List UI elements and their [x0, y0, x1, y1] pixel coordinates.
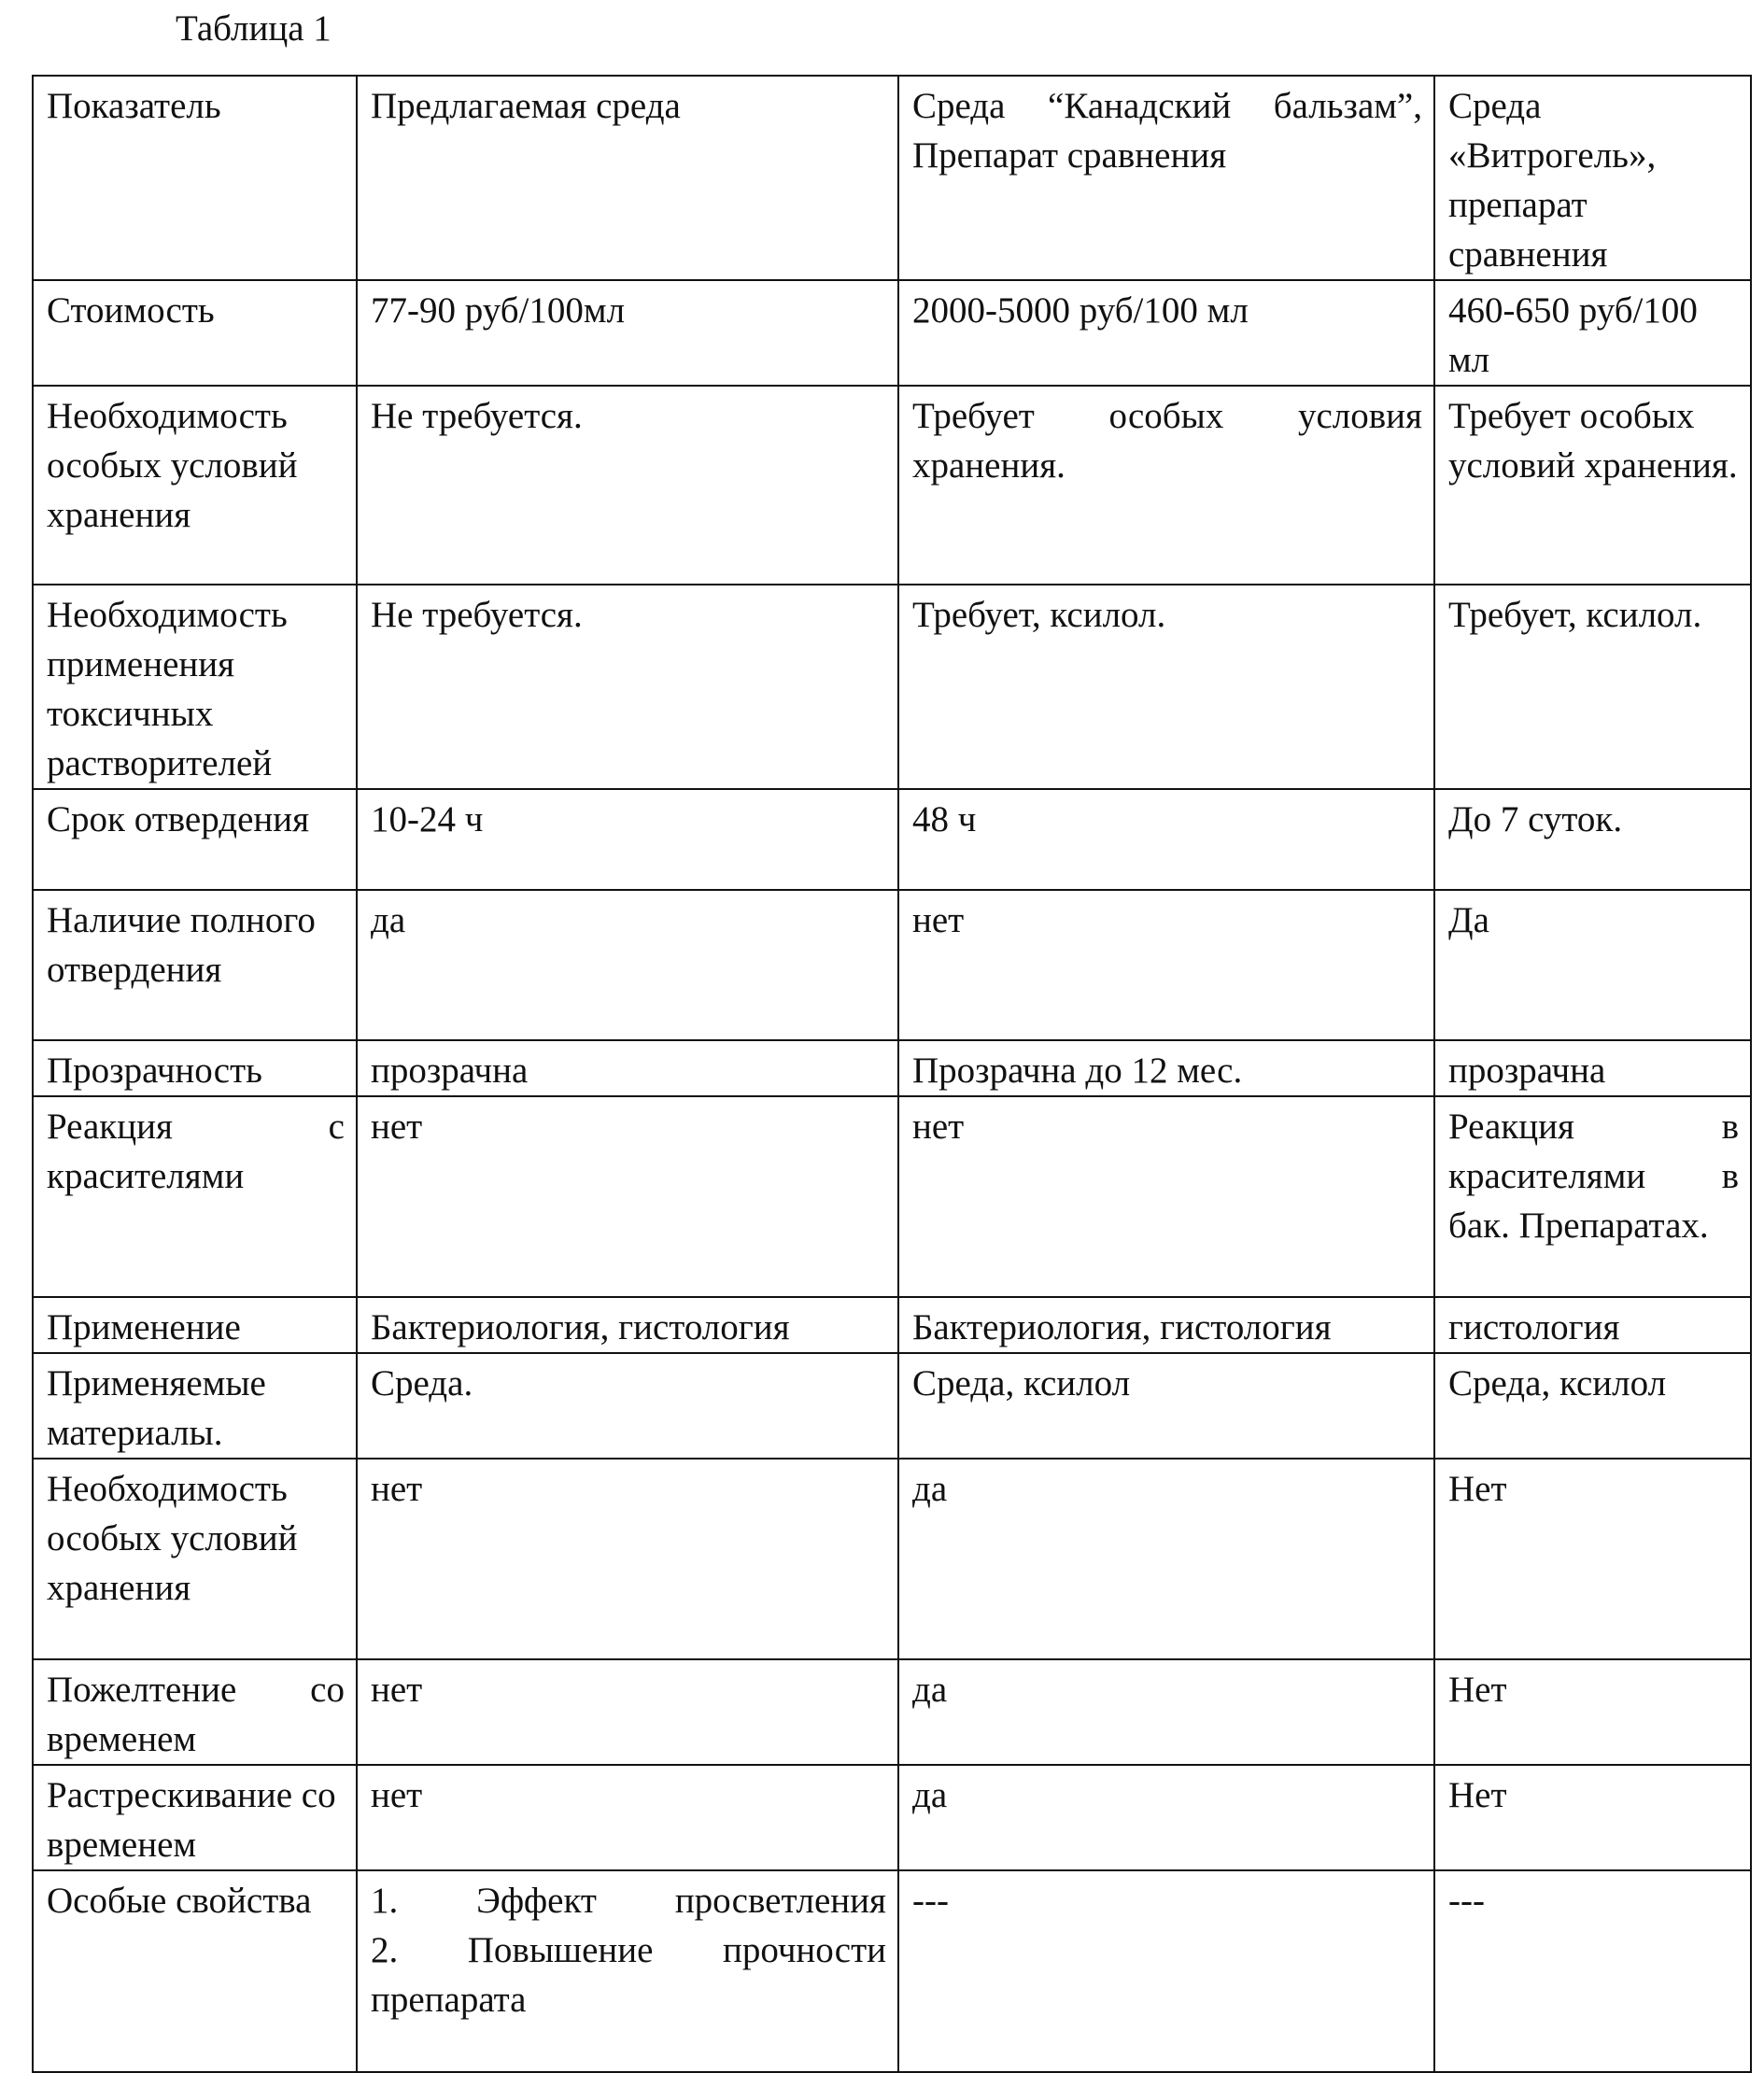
- cell-vitrogel: Нет: [1434, 1459, 1751, 1659]
- cell-indicator: Стоимость: [33, 280, 357, 386]
- table-row: [33, 386, 1751, 585]
- cell-proposed: 10-24 ч: [357, 789, 898, 890]
- cell-canada-balsam: Требует, ксилол.: [898, 585, 1434, 789]
- cell-proposed: нет: [357, 1459, 898, 1659]
- list-item: 2. Повышение прочности препарата: [371, 1930, 886, 2020]
- cell-indicator: Растрескивание со временем: [33, 1765, 357, 1870]
- cell-proposed-list: [357, 1870, 898, 2072]
- cell-proposed: прозрачна: [357, 1040, 898, 1096]
- cell-proposed: Не требуется.: [357, 386, 898, 585]
- table-row: [33, 280, 1751, 386]
- cell-canada-balsam: Бактериология, гистология: [898, 1297, 1434, 1353]
- cell-indicator: Применение: [33, 1297, 357, 1353]
- cell-proposed: нет: [357, 1096, 898, 1297]
- cell-vitrogel: До 7 суток.: [1434, 789, 1751, 890]
- table-caption: Таблица 1: [176, 8, 332, 49]
- cell-canada-balsam: да: [898, 1659, 1434, 1765]
- cell-canada-balsam: да: [898, 1765, 1434, 1870]
- table-row: [33, 1659, 1751, 1765]
- cell-canada-balsam: да: [898, 1459, 1434, 1659]
- table-row: [33, 1353, 1751, 1459]
- cell-canada-balsam: ---: [898, 1870, 1434, 2072]
- cell-canada-balsam: 48 ч: [898, 789, 1434, 890]
- table-row: [33, 890, 1751, 1040]
- cell-canada-balsam: 2000-5000 руб/100 мл: [898, 280, 1434, 386]
- cell-vitrogel: Среда, ксилол: [1434, 1353, 1751, 1459]
- table-row: [33, 789, 1751, 890]
- header-row: [33, 76, 1751, 280]
- header-canada-balsam: [898, 76, 1434, 280]
- header-indicator: Показатель: [33, 76, 357, 280]
- cell-proposed: нет: [357, 1765, 898, 1870]
- table-row-special-properties: [33, 1870, 1751, 2072]
- cell-proposed: 77-90 руб/100мл: [357, 280, 898, 386]
- comparison-table: [32, 75, 1752, 2073]
- cell-indicator: Пожелтение со временем: [33, 1659, 357, 1765]
- cell-vitrogel: гистология: [1434, 1297, 1751, 1353]
- table-row: [33, 1297, 1751, 1353]
- cell-indicator: Срок отвердения: [33, 789, 357, 890]
- cell-indicator: Наличие полного отвердения: [33, 890, 357, 1040]
- cell-indicator: Необходимость особых условий хранения: [33, 1459, 357, 1659]
- cell-vitrogel: ---: [1434, 1870, 1751, 2072]
- cell-indicator: Применяемые материалы.: [33, 1353, 357, 1459]
- cell-vitrogel: прозрачна: [1434, 1040, 1751, 1096]
- cell-vitrogel: Да: [1434, 890, 1751, 1040]
- table-row: [33, 585, 1751, 789]
- list-item: 1. Эффект просветления: [371, 1881, 886, 1921]
- table-row: [33, 1096, 1751, 1297]
- cell-vitrogel: Нет: [1434, 1765, 1751, 1870]
- table-row: [33, 1040, 1751, 1096]
- table-row: [33, 1459, 1751, 1659]
- cell-vitrogel: 460-650 руб/100 мл: [1434, 280, 1751, 386]
- cell-vitrogel: Нет: [1434, 1659, 1751, 1765]
- cell-proposed: Среда.: [357, 1353, 898, 1459]
- cell-canada-balsam: Среда, ксилол: [898, 1353, 1434, 1459]
- cell-canada-balsam: нет: [898, 890, 1434, 1040]
- cell-canada-balsam: Прозрачна до 12 мес.: [898, 1040, 1434, 1096]
- cell-indicator: Реакция с красителями: [33, 1096, 357, 1297]
- cell-proposed: Не требуется.: [357, 585, 898, 789]
- table-row: [33, 1765, 1751, 1870]
- cell-vitrogel: Требует, ксилол.: [1434, 585, 1751, 789]
- cell-canada-balsam: нет: [898, 1096, 1434, 1297]
- cell-indicator: Необходимость применения токсичных растворителей: [33, 585, 357, 789]
- cell-proposed: нет: [357, 1659, 898, 1765]
- header-canada-balsam-line2: Препарат сравнения: [912, 135, 1227, 176]
- cell-vitrogel: Реакция в красителями в бак. Препаратах.: [1434, 1096, 1751, 1297]
- header-proposed: Предлагаемая среда: [357, 76, 898, 280]
- header-canada-balsam-line1: Среда “Канадский бальзам”,: [912, 86, 1422, 126]
- cell-canada-balsam-text: Требует особых условия хранения.: [912, 396, 1422, 486]
- cell-indicator: Необходимость особых условий хранения: [33, 386, 357, 585]
- cell-indicator: Особые свойства: [33, 1870, 357, 2072]
- cell-vitrogel: Требует особых условий хранения.: [1434, 386, 1751, 585]
- cell-indicator: Прозрачность: [33, 1040, 357, 1096]
- cell-proposed: Бактериология, гистология: [357, 1297, 898, 1353]
- cell-canada-balsam: [898, 386, 1434, 585]
- header-vitrogel: Среда «Витрогель», препарат сравнения: [1434, 76, 1751, 280]
- cell-proposed: да: [357, 890, 898, 1040]
